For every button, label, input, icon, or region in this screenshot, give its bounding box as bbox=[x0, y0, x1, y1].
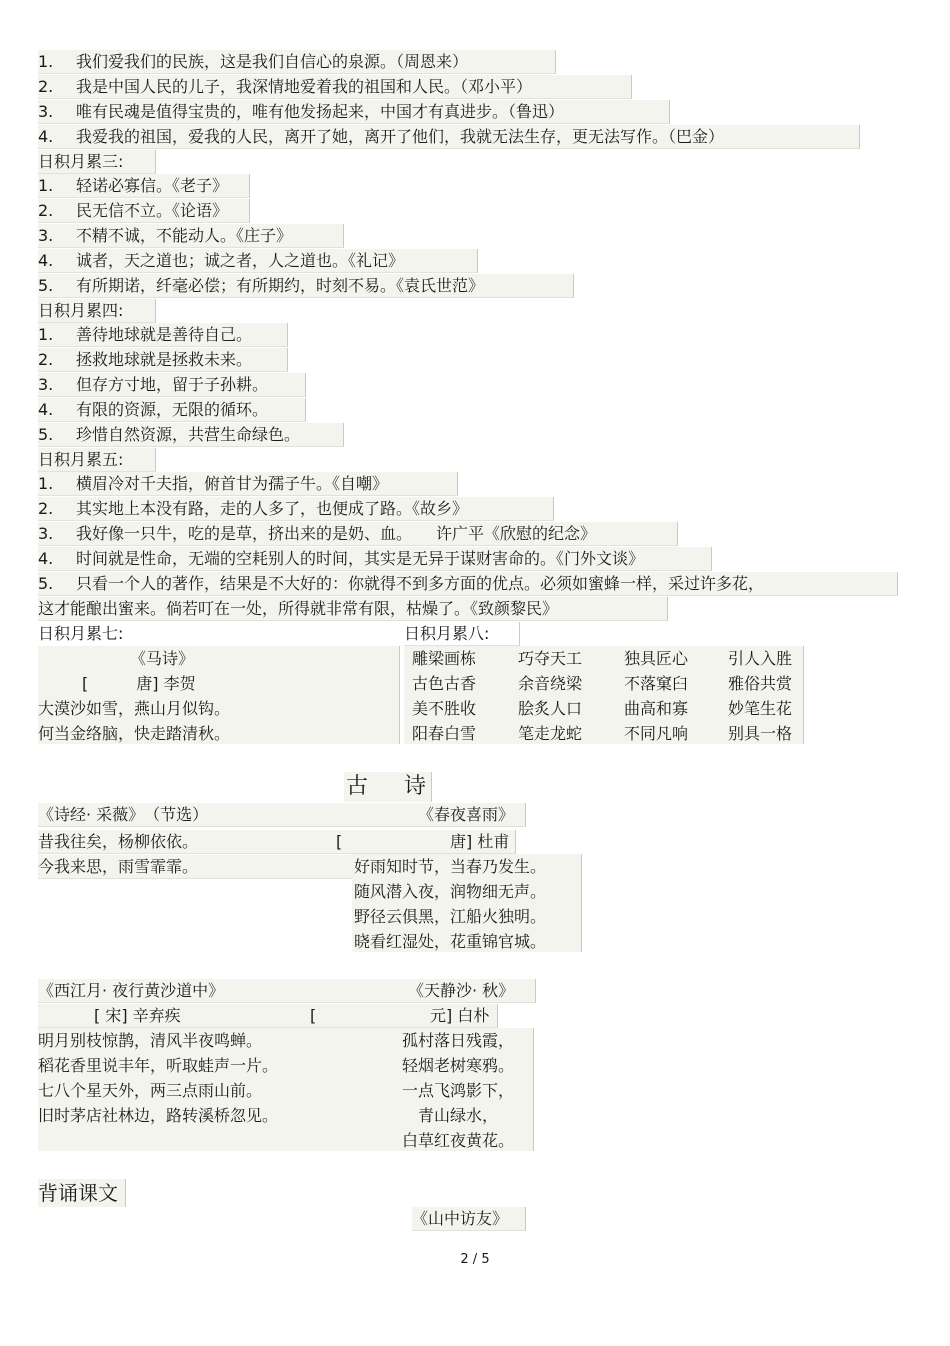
item-text: 我好像一只牛，吃的是草，挤出来的是奶、血。 许广平《欣慰的纪念》 bbox=[76, 524, 597, 543]
poem-line: 轻烟老树寒鸦。 bbox=[402, 1056, 515, 1075]
item-text: 诚者，天之道也；诚之者，人之道也。《礼记》 bbox=[76, 251, 405, 270]
item-text: 其实地上本没有路，走的人多了，也便成了路。《故乡》 bbox=[76, 499, 469, 518]
item-number: 1. bbox=[38, 325, 54, 344]
quote-line bbox=[38, 75, 632, 99]
poem-author: [ 宋] 辛弃疾 bbox=[94, 1006, 181, 1025]
item-text: 拯救地球就是拯救未来。 bbox=[76, 350, 253, 369]
item-number: 3. bbox=[38, 102, 54, 121]
list-item bbox=[38, 522, 678, 546]
item-number: 3. bbox=[38, 524, 54, 543]
quote-text: 唯有民魂是值得宝贵的，唯有他发扬起来，中国才有真进步。（鲁迅） bbox=[76, 102, 565, 121]
poem-author-bracket: [ bbox=[310, 1006, 317, 1025]
recite-heading: 背诵课文 bbox=[38, 1179, 126, 1207]
item-text: 横眉冷对千夫指，俯首甘为孺子牛。《自嘲》 bbox=[76, 474, 389, 493]
item-number: 1. bbox=[38, 52, 54, 71]
item-number: 5. bbox=[38, 425, 54, 444]
quote-line bbox=[38, 50, 556, 74]
item-number: 5. bbox=[38, 574, 54, 593]
poem-line: 今我来思，雨雪霏霏。 bbox=[38, 855, 354, 879]
list-item-continuation: 这才能酿出蜜来。倘若叮在一处，所得就非常有限，枯燥了。《致颜黎民》 bbox=[38, 597, 668, 621]
item-number: 4. bbox=[38, 400, 54, 419]
list-item bbox=[38, 373, 306, 397]
quote-text: 我是中国人民的儿子，我深情地爱着我的祖国和人民。（邓小平） bbox=[76, 77, 533, 96]
list-item bbox=[38, 547, 712, 571]
item-text: 有所期诺，纤毫必偿；有所期约，时刻不易。《袁氏世范》 bbox=[76, 276, 485, 295]
ancient-poems-heading bbox=[344, 772, 432, 802]
idiom-cell: 不同凡响 bbox=[624, 724, 689, 743]
text-title: 《山中访友》 bbox=[412, 1207, 526, 1231]
idiom-cell: 笔走龙蛇 bbox=[518, 724, 583, 743]
poem-title: 《春夜喜雨》 bbox=[418, 805, 515, 824]
poem-line: 晓看红湿处，花重锦官城。 bbox=[354, 932, 547, 951]
poem-line: 好雨知时节，当春乃发生。 bbox=[354, 857, 547, 876]
section-title: 日积月累四: bbox=[38, 299, 156, 323]
poem-line: 一点飞鸿影下， bbox=[402, 1081, 515, 1100]
heading-char: 古 bbox=[346, 774, 371, 799]
item-number: 1. bbox=[38, 474, 54, 493]
list-item bbox=[38, 174, 250, 198]
section-title: 日积月累八: bbox=[404, 622, 520, 646]
item-number: 2. bbox=[38, 77, 54, 96]
quote-text: 我们爱我们的民族，这是我们自信心的泉源。（周恩来） bbox=[76, 52, 469, 71]
idiom-cell: 妙笔生花 bbox=[728, 699, 793, 718]
list-item bbox=[38, 348, 288, 372]
item-text: 珍惜自然资源，共营生命绿色。 bbox=[76, 425, 301, 444]
poem-author: [ 唐] 李贺 bbox=[82, 674, 196, 693]
section-title: 日积月累三: bbox=[38, 150, 156, 174]
poem-line-text: 昔我往矣，杨柳依依。 bbox=[38, 832, 199, 851]
item-number: 5. bbox=[38, 276, 54, 295]
quote-text: 我爱我的祖国，爱我的人民，离开了她，离开了他们，我就无法生存，更无法写作。（巴金） bbox=[76, 127, 725, 146]
item-text: 轻诺必寡信。《老子》 bbox=[76, 176, 229, 195]
item-number: 2. bbox=[38, 499, 54, 518]
item-number: 3. bbox=[38, 375, 54, 394]
list-item bbox=[38, 572, 898, 596]
section-title: 日积月累五: bbox=[38, 448, 156, 472]
item-text: 只看一个人的著作，结果是不大好的：你就得不到多方面的优点。必须如蜜蜂一样，采过许多花， bbox=[76, 574, 765, 593]
idiom-cell: 引人入胜 bbox=[728, 649, 793, 668]
poem-line: 七八个星天外，两三点雨山前。 bbox=[38, 1081, 263, 1100]
poem-author: 唐] 杜甫 bbox=[450, 832, 510, 851]
page-number: 2 / 5 bbox=[460, 1252, 490, 1267]
idiom-cell: 别具一格 bbox=[728, 724, 793, 743]
item-text: 善待地球就是善待自己。 bbox=[76, 325, 253, 344]
poem-title: 《西江月· 夜行黄沙道中》 bbox=[38, 979, 536, 1003]
quote-line bbox=[38, 100, 670, 124]
item-text: 时间就是性命，无端的空耗别人的时间，其实是无异于谋财害命的。《门外文谈》 bbox=[76, 549, 645, 568]
item-number: 1. bbox=[38, 176, 54, 195]
idiom-cell: 巧夺天工 bbox=[518, 649, 583, 668]
list-item bbox=[38, 249, 478, 273]
poem-line bbox=[38, 1004, 498, 1028]
item-number: 2. bbox=[38, 350, 54, 369]
idiom-cell: 美不胜收 bbox=[412, 699, 477, 718]
item-number: 4. bbox=[38, 251, 54, 270]
idiom-cell: 不落窠臼 bbox=[624, 674, 689, 693]
item-number: 4. bbox=[38, 127, 54, 146]
idiom-cell: 独具匠心 bbox=[624, 649, 689, 668]
poem-line: 随风潜入夜，润物细无声。 bbox=[354, 882, 547, 901]
poem-line: 何当金络脑，快走踏清秋。 bbox=[38, 724, 231, 743]
poem-line: 白草红夜黄花。 bbox=[402, 1131, 515, 1150]
poem-author: 元] 白朴 bbox=[430, 1006, 490, 1025]
poem-line: 青山绿水， bbox=[418, 1106, 499, 1125]
poem-line: 稻花香里说丰年，听取蛙声一片。 bbox=[38, 1056, 279, 1075]
poem-line: 大漠沙如雪，燕山月似钩。 bbox=[38, 699, 231, 718]
poem-line: 野径云俱黑，江船火独明。 bbox=[354, 907, 547, 926]
idiom-cell: 雕梁画栋 bbox=[412, 649, 477, 668]
idiom-cell: 阳春白雪 bbox=[412, 724, 477, 743]
poem-title: 《马诗》 bbox=[130, 649, 195, 668]
list-item bbox=[38, 472, 458, 496]
item-text: 不精不诚，不能动人。《庄子》 bbox=[76, 226, 293, 245]
item-text: 民无信不立。《论语》 bbox=[76, 201, 229, 220]
idiom-cell: 脍炙人口 bbox=[518, 699, 583, 718]
idiom-cell: 雅俗共赏 bbox=[728, 674, 793, 693]
heading-char: 诗 bbox=[404, 774, 429, 799]
item-text: 但存方寸地，留于子孙耕。 bbox=[76, 375, 269, 394]
idiom-cell: 古色古香 bbox=[412, 674, 477, 693]
poem-line: 旧时茅店社林边，路转溪桥忽见。 bbox=[38, 1106, 279, 1125]
item-text: 有限的资源，无限的循环。 bbox=[76, 400, 269, 419]
list-item bbox=[38, 398, 306, 422]
list-item bbox=[38, 323, 288, 347]
list-item bbox=[38, 423, 344, 447]
list-item bbox=[38, 199, 250, 223]
poem-line bbox=[38, 830, 516, 854]
idiom-cell: 余音绕梁 bbox=[518, 674, 583, 693]
section-title: 日积月累七: bbox=[38, 622, 398, 646]
poem-title: 《天静沙· 秋》 bbox=[408, 981, 515, 1000]
poem-author-bracket: [ bbox=[336, 832, 343, 851]
poem-title: 《诗经· 采薇》 （节选） bbox=[38, 803, 526, 827]
poem-line: 孤村落日残霞， bbox=[402, 1031, 515, 1050]
poem-line: 明月别枝惊鹊，清风半夜鸣蝉。 bbox=[38, 1031, 263, 1050]
list-item bbox=[38, 497, 554, 521]
idiom-cell: 曲高和寡 bbox=[624, 699, 689, 718]
list-item bbox=[38, 224, 344, 248]
quote-line bbox=[38, 125, 860, 149]
item-number: 4. bbox=[38, 549, 54, 568]
item-number: 3. bbox=[38, 226, 54, 245]
list-item bbox=[38, 274, 574, 298]
item-number: 2. bbox=[38, 201, 54, 220]
